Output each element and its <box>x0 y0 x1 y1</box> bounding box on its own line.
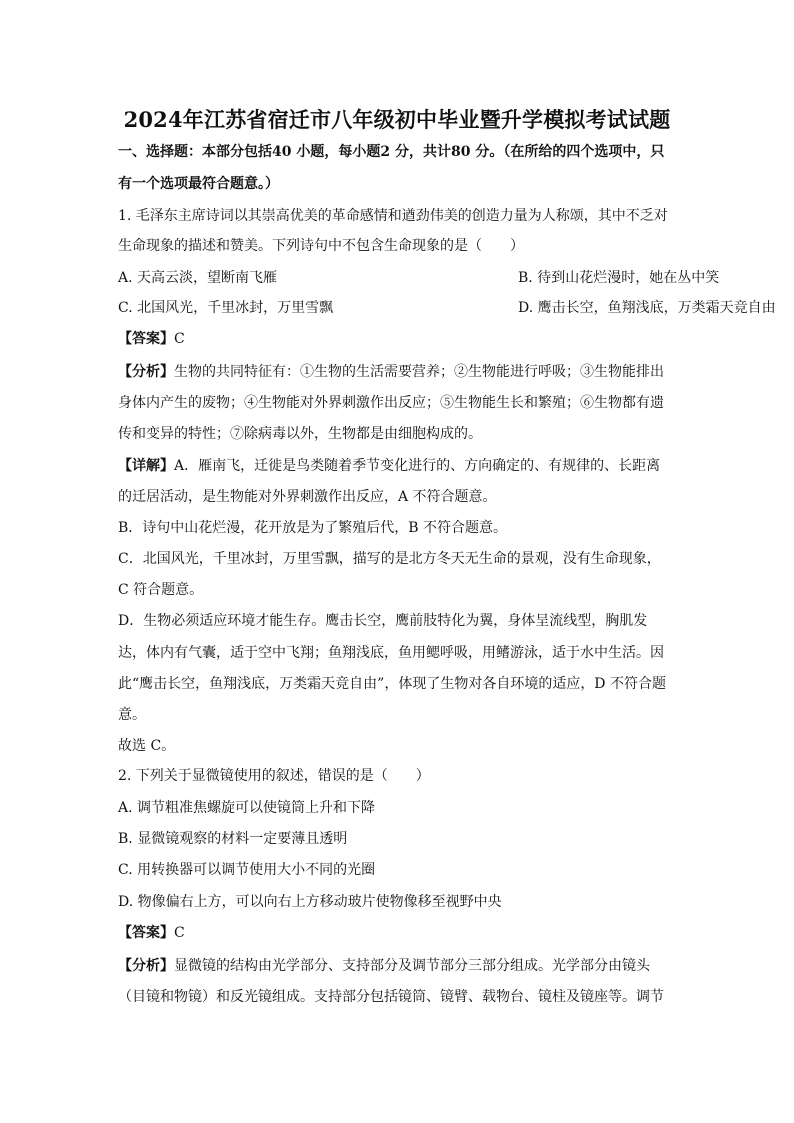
q1-analysis-line2: 身体内产生的废物；④生物能对外界刺激作出反应；⑤生物能生长和繁殖；⑥生物都有遗 <box>118 395 664 411</box>
answer-tag: 【答案】 <box>118 925 174 941</box>
analysis-tag: 【分析】 <box>118 364 174 380</box>
section-heading-line1: 一、选择题：本部分包括40 小题，每小题2 分，共计80 分。（在所给的四个选项中，只 <box>118 144 665 160</box>
q1-detail-line7: 达，体内有气囊，适于空中飞翔；鱼翔浅底，鱼用鳃呼吸，用鳍游泳，适于水中生活。因 <box>118 645 664 661</box>
q1-analysis-line3: 传和变异的特性；⑦除病毒以外，生物都是由细胞构成的。 <box>118 426 482 442</box>
answer-tag: 【答案】 <box>118 331 174 347</box>
q1-option-d: D. 鹰击长空，鱼翔浅底，万类霜天竞自由 <box>518 300 776 316</box>
q2-option-d: D. 物像偏右上方，可以向右上方移动玻片使物像移至视野中央 <box>118 894 502 910</box>
q2-option-b: B. 显微镜观察的材料一定要薄且透明 <box>118 831 348 847</box>
q1-stem-line1: 1. 毛泽东主席诗词以其崇高优美的革命感情和遒劲伟美的创造力量为人称颂，其中不乏对 <box>118 208 668 224</box>
q1-detail-line1 <box>118 456 678 476</box>
detail-tag: 【详解】 <box>118 458 174 474</box>
analysis-text: 显微镜的结构由光学部分、支持部分及调节部分三部分组成。光学部分由镜头 <box>174 958 650 974</box>
q1-detail-line6: D．生物必须适应环境才能生存。鹰击长空，鹰前肢特化为翼，身体呈流线型，胸肌发 <box>118 613 648 629</box>
q1-option-a: A. 天高云淡，望断南飞雁 <box>118 270 278 286</box>
analysis-text: 生物的共同特征有：①生物的生活需要营养；②生物能进行呼吸；③生物能排出 <box>174 364 664 380</box>
q2-option-a: A. 调节粗准焦螺旋可以使镜筒上升和下降 <box>118 800 376 816</box>
q1-detail-line4: C．北国风光，千里冰封，万里雪飘，描写的是北方冬天无生命的景观，没有生命现象， <box>118 551 661 567</box>
q1-answer <box>118 329 678 349</box>
page-title: 2024年江苏省宿迁市八年级初中毕业暨升学模拟考试试题 <box>123 107 671 132</box>
q1-option-b: B. 待到山花烂漫时，她在丛中笑 <box>518 270 720 286</box>
detail-text: A．雁南飞，迁徙是鸟类随着季节变化进行的、方向确定的、有规律的、长距离 <box>174 458 661 474</box>
q1-detail-line2: 的迁居活动，是生物能对外界刺激作出反应，A 不符合题意。 <box>118 489 497 505</box>
q1-analysis-line1 <box>118 362 678 382</box>
q1-detail-line8: 此“鹰击长空，鱼翔浅底，万类霜天竞自由”，体现了生物对各自环境的适应，D 不符合题 <box>118 676 666 692</box>
answer-value: C <box>174 331 185 347</box>
q2-analysis-line1 <box>118 956 678 976</box>
q2-option-c: C. 用转换器可以调节使用大小不同的光圈 <box>118 862 376 878</box>
q1-stem-line2: 生命现象的描述和赞美。下列诗句中不包含生命现象的是（ ） <box>118 238 524 254</box>
section-heading-line2: 有一个选项最符合题意。） <box>118 176 279 192</box>
analysis-tag: 【分析】 <box>118 958 174 974</box>
q2-answer <box>118 923 678 943</box>
q1-options-row1 <box>118 268 720 288</box>
q2-stem: 2. 下列关于显微镜使用的叙述，错误的是（ ） <box>118 768 430 784</box>
q1-detail-line9: 意。 <box>118 707 146 723</box>
q2-analysis-line2: （目镜和物镜）和反光镜组成。支持部分包括镜筒、镜臂、载物台、镜柱及镜座等。调节 <box>118 989 664 1005</box>
answer-value: C <box>174 925 185 941</box>
q1-detail-line3: B．诗句中山花烂漫，花开放是为了繁殖后代，B 不符合题意。 <box>118 520 508 536</box>
q1-options-row2 <box>118 298 776 318</box>
q1-detail-line5: C 符合题意。 <box>118 582 204 598</box>
q1-option-c: C. 北国风光，千里冰封，万里雪飘 <box>118 300 334 316</box>
q1-conclusion: 故选 C。 <box>118 738 176 754</box>
